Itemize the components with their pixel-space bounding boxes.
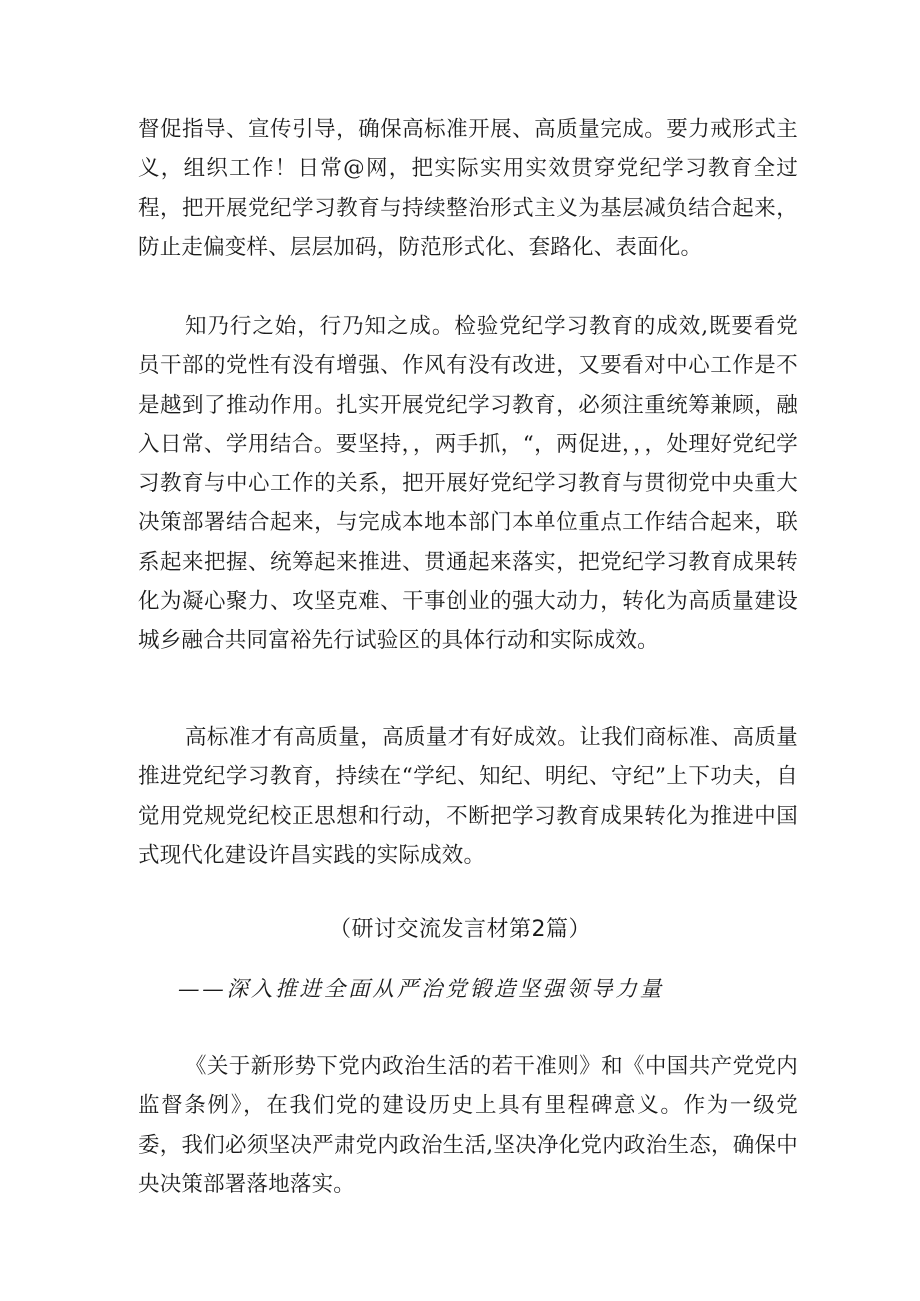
body-paragraph: 督促指导、宣传引导，确保高标准开展、高质量完成。要力戒形式主义，组织工作！日常@网，把实际实用实效贯穿党纪学习教育全过程，把开展党纪学习教育与持续整治形式主义为基层减负结合起来，防止走偏变样、层层加码，防范形式化、套路化、表面化。 (138, 117, 798, 260)
section-subtitle: ——深入推进全面从严治党锻造坚强领导力量 (178, 977, 665, 1002)
body-paragraph: 知乃行之始，行乃知之成。检验党纪学习教育的成效,既要看党员干部的党性有没有增强、作风有没有改进，又要看对中心工作是不是越到了推动作用。扎实开展党纪学习教育，必须注重统筹兼顾，融入日常、学用结合。要坚持，，两手抓，“，两促进，，，处理好党纪学习教育与中心工作的关系，把开展好党纪学习教育与贯彻党中央重大决策部署结合起来，与完成本地本部门本单位重点工作结合起来，联系起来把握、统筹起来推进、贯通起来落实，把党纪学习教育成果转化为凝心聚力、攻坚克难、干事创业的强大动力，转化为高质量建设城乡融合共同富裕先行试验区的具体行动和实际成效。 (138, 314, 798, 654)
body-paragraph: 《关于新形势下党内政治生活的若干准则》和《中国共产党党内监督条例》，在我们党的建设历史上具有里程碑意义。作为一级党委，我们必须坚决严肃党内政治生活,坚决净化党内政治生态，确保中央决策部署落地落实。 (138, 1054, 798, 1197)
body-paragraph: 高标准才有高质量，高质量才有好成效。让我们商标准、高质量推进党纪学习教育，持续在“学纪、知纪、明纪、守纪”上下功夫，自觉用党规党纪校正思想和行动，不断把学习教育成果转化为推进中国式现代化建设许昌实践的实际成效。 (138, 725, 798, 868)
section-title: （研讨交流发言材第2篇） (329, 917, 591, 942)
